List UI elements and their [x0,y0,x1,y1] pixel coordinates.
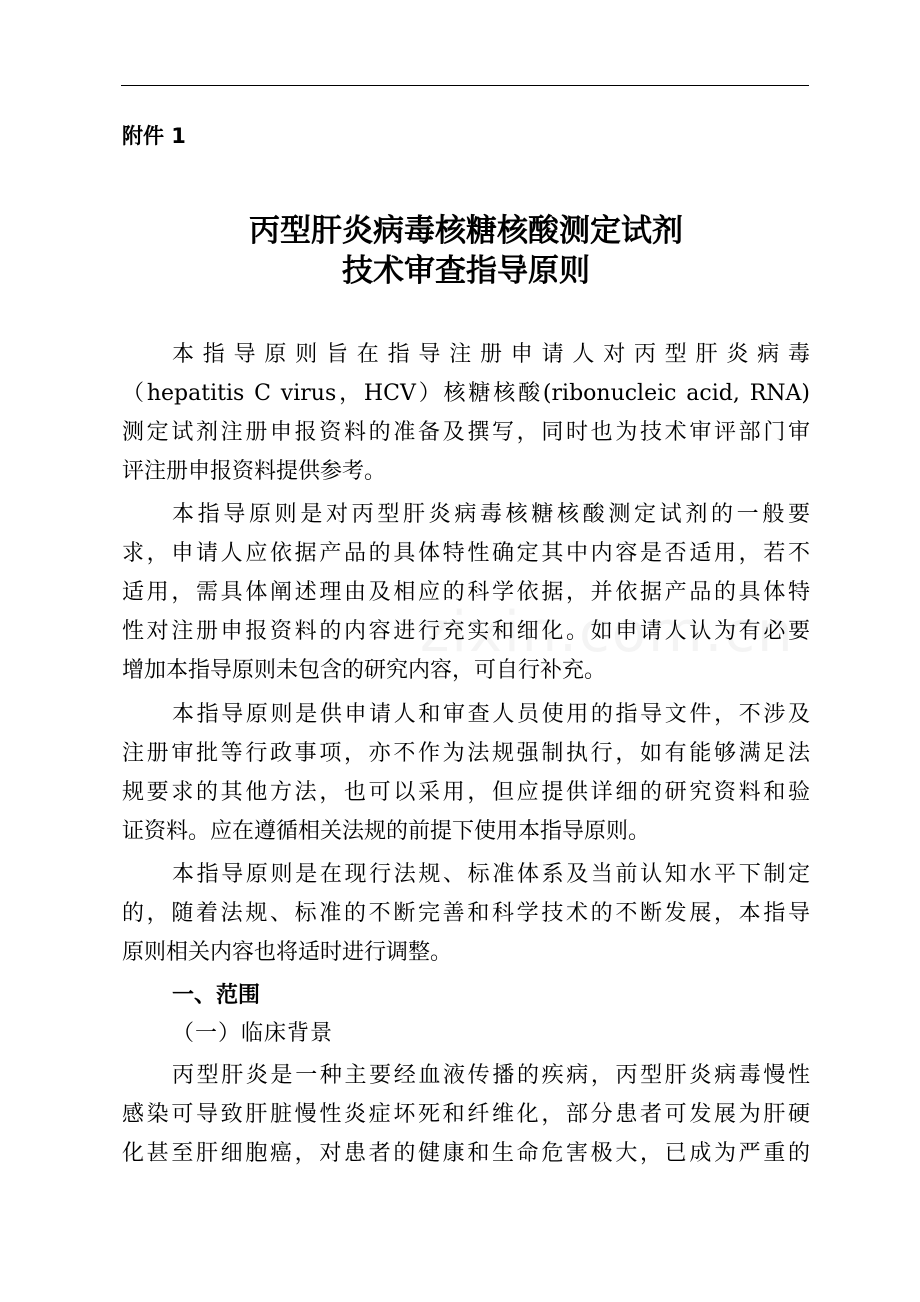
paragraph-2-line-1: 本指导原则是对丙型肝炎病毒核糖核酸测定试剂的一般要 [172,502,810,527]
paragraph-4-line-3: 原则相关内容也将适时进行调整。 [122,940,453,965]
paragraph-3-line-3: 规要求的其他方法，也可以采用，但应提供详细的研究资料和验 [122,780,810,805]
paragraph-2-line-5: 增加本指导原则未包含的研究内容，可自行补充。 [122,658,607,683]
paragraph-2-line-2: 求，申请人应依据产品的具体特性确定其中内容是否适用，若不 [122,541,810,566]
paragraph-1-line-4: 评注册申报资料提供参考。 [122,459,387,484]
paragraph-2-line-3: 适用，需具体阐述理由及相应的科学依据，并依据产品的具体特 [122,580,810,605]
subsection-heading-clinical-background: （一）临床背景 [172,1021,334,1046]
paragraph-1-line-2: （hepatitis C virus，HCV）核糖核酸(ribonucleic acid, RNA) [122,381,810,406]
paragraph-3-line-4: 证资料。应在遵循相关法规的前提下使用本指导原则。 [122,819,651,844]
paragraph-3-line-2: 注册审批等行政事项，亦不作为法规强制执行，如有能够满足法 [122,741,810,766]
header-rule [121,85,809,86]
paragraph-1-line-3: 测定试剂注册申报资料的准备及撰写，同时也为技术审评部门审 [122,420,810,445]
paragraph-2-line-4: 性对注册申报资料的内容进行充实和细化。如申请人认为有必要 [122,619,810,644]
paragraph-4-line-1: 本指导原则是在现行法规、标准体系及当前认知水平下制定 [172,862,810,887]
paragraph-3-line-1: 本指导原则是供申请人和审查人员使用的指导文件，不涉及 [172,702,810,727]
section-1-line-3: 化甚至肝细胞癌，对患者的健康和生命危害极大，已成为严重的 [122,1141,810,1166]
section-heading-scope: 一、范围 [172,983,261,1008]
document-title-line-2: 技术审查指导原则 [342,253,590,289]
attachment-label: 附件 1 [122,124,186,148]
section-1-line-1: 丙型肝炎是一种主要经血液传播的疾病，丙型肝炎病毒慢性 [172,1063,810,1088]
paragraph-4-line-2: 的，随着法规、标准的不断完善和科学技术的不断发展，本指导 [122,901,810,926]
paragraph-1-line-1: 本指导原则旨在指导注册申请人对丙型肝炎病毒 [172,342,810,367]
section-1-line-2: 感染可导致肝脏慢性炎症坏死和纤维化，部分患者可发展为肝硬 [122,1102,810,1127]
document-title-line-1: 丙型肝炎病毒核糖核酸测定试剂 [249,213,683,249]
